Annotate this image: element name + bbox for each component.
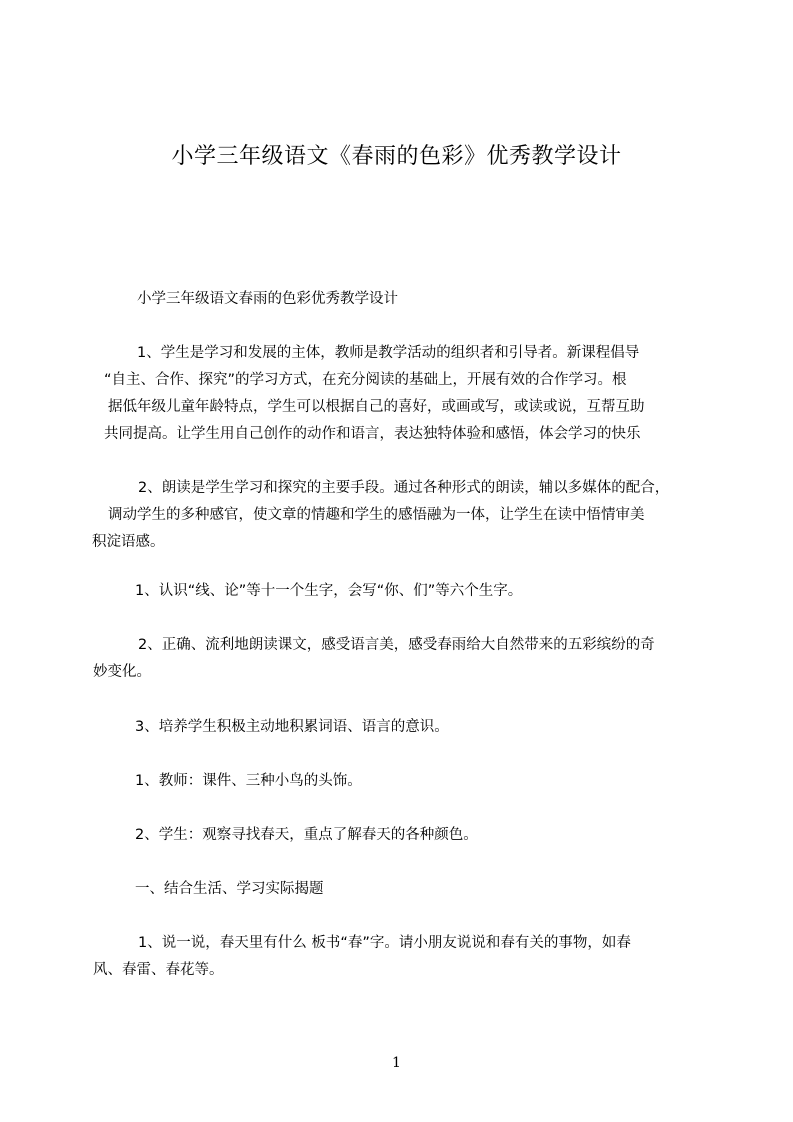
paragraph-goal-1 (135, 578, 522, 605)
paragraph-step-1 (93, 930, 631, 984)
paragraph-line: 共同提高。让学生用自己创作的动作和语言，表达独特体验和感悟，体会学习的快乐 (104, 426, 641, 442)
paragraph-line: 一、结合生活、学习实际揭题 (135, 881, 324, 897)
paragraph-line: 2、正确、流利地朗读课文，感受语言美，感受春雨给大自然带来的五彩缤纷的奇 (138, 637, 655, 653)
paragraph-line: “自主、合作、探究”的学习方式，在充分阅读的基础上，开展有效的合作学习。根 (104, 372, 627, 388)
paragraph-line: 3、培养学生积极主动地积累词语、语言的意识。 (135, 719, 449, 735)
paragraph-line: 据低年级儿童年龄特点，学生可以根据自己的喜好，或画或写，或读或说，互帮互助 (108, 399, 645, 415)
paragraph-goal-2 (93, 632, 655, 686)
paragraph-line: 积淀语感。 (92, 534, 165, 550)
paragraph-line: 调动学生的多种感官，使文章的情趣和学生的感悟融为一体，让学生在读中悟情审美 (108, 507, 645, 523)
paragraph-line: 小学三年级语文春雨的色彩优秀教学设计 (137, 291, 398, 307)
page-number: 1 (392, 1055, 401, 1071)
paragraph-goal-3 (135, 714, 449, 741)
paragraph-line: 1、教师：课件、三种小鸟的头饰。 (135, 773, 362, 789)
paragraph-line: 1、认识“线、论”等十一个生字，会写“你、们”等六个生字。 (135, 583, 523, 599)
paragraph-line: 1、学生是学习和发展的主体，教师是教学活动的组织者和引导者。新课程倡导 (137, 345, 640, 361)
section-heading (135, 876, 324, 903)
paragraph-line: 1、说一说，春天里有什么 板书“春”字。请小朋友说说和春有关的事物，如春 (138, 935, 631, 951)
paragraph-principle-2 (92, 475, 669, 556)
document-title: 小学三年级语文《春雨的色彩》优秀教学设计 (171, 144, 622, 169)
paragraph-line: 2、朗读是学生学习和探究的主要手段。通过各种形式的朗读，辅以多媒体的配合， (138, 480, 670, 496)
paragraph-subtitle (137, 286, 398, 313)
paragraph-principle-1 (104, 340, 645, 448)
paragraph-prep-teacher (135, 768, 362, 795)
paragraph-line: 风、春雷、春花等。 (93, 962, 224, 978)
paragraph-line: 妙变化。 (93, 664, 151, 680)
paragraph-prep-student (135, 822, 478, 849)
paragraph-line: 2、学生：观察寻找春天，重点了解春天的各种颜色。 (135, 827, 478, 843)
